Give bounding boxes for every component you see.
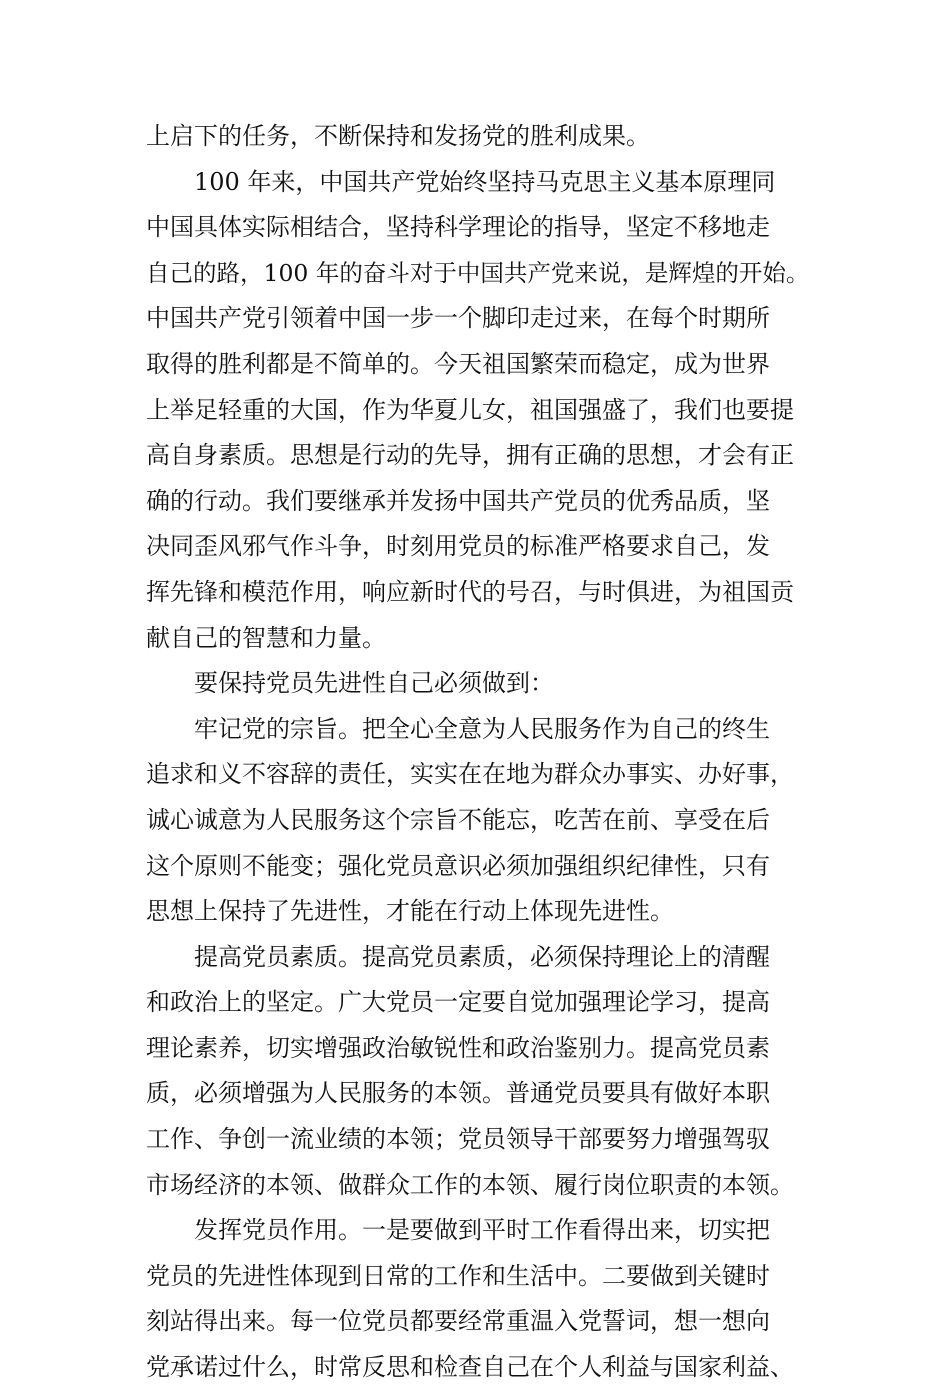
text-line: 刻站得出来。每一位党员都要经常重温入党誓词，想一想向 <box>146 1307 770 1336</box>
text-line: 挥先锋和模范作用，响应新时代的号召，与时俱进，为祖国贡 <box>146 577 794 606</box>
text-line: 质，必须增强为人民服务的本领。普通党员要具有做好本职 <box>146 1079 770 1108</box>
text-line: 诚心诚意为人民服务这个宗旨不能忘，吃苦在前、享受在后 <box>146 805 770 834</box>
text-line: 要保持党员先进性自己必须做到： <box>194 669 554 698</box>
text-line: 上举足轻重的大国，作为华夏儿女，祖国强盛了，我们也要提 <box>146 395 794 424</box>
text-line: 市场经济的本领、做群众工作的本领、履行岗位职责的本领。 <box>146 1170 794 1199</box>
text-line: 100 年来，中国共产党始终坚持马克思主义基本原理同 <box>194 167 776 196</box>
document-body <box>146 114 816 1391</box>
text-line: 追求和义不容辞的责任，实实在在地为群众办事实、办好事， <box>146 760 794 789</box>
text-line: 确的行动。我们要继承并发扬中国共产党员的优秀品质，坚 <box>146 486 770 515</box>
text-line: 中国具体实际相结合，坚持科学理论的指导，坚定不移地走 <box>146 213 770 242</box>
text-line: 理论素养，切实增强政治敏锐性和政治鉴别力。提高党员素 <box>146 1033 770 1062</box>
text-line: 决同歪风邪气作斗争，时刻用党员的标准严格要求自己，发 <box>146 532 770 561</box>
text-line: 献自己的智慧和力量。 <box>146 623 386 652</box>
text-line: 取得的胜利都是不简单的。今天祖国繁荣而稳定，成为世界 <box>146 349 770 378</box>
text-line: 发挥党员作用。一是要做到平时工作看得出来，切实把 <box>194 1216 770 1245</box>
text-line: 党员的先进性体现到日常的工作和生活中。二要做到关键时 <box>146 1261 770 1290</box>
text-line: 工作、争创一流业绩的本领；党员领导干部要努力增强驾驭 <box>146 1125 770 1154</box>
text-line: 高自身素质。思想是行动的先导，拥有正确的思想，才会有正 <box>146 441 794 470</box>
text-line: 上启下的任务，不断保持和发扬党的胜利成果。 <box>146 122 650 150</box>
text-line: 这个原则不能变；强化党员意识必须加强组织纪律性，只有 <box>146 851 770 880</box>
text-line: 中国共产党引领着中国一步一个脚印走过来，在每个时期所 <box>146 304 770 333</box>
text-line: 自己的路，100 年的奋斗对于中国共产党来说，是辉煌的开始。 <box>146 258 810 287</box>
text-line: 思想上保持了先进性，才能在行动上体现先进性。 <box>146 897 674 926</box>
text-line: 党承诺过什么，时常反思和检查自己在个人利益与国家利益、 <box>146 1353 794 1382</box>
text-line: 牢记党的宗旨。把全心全意为人民服务作为自己的终生 <box>194 714 770 743</box>
text-line: 和政治上的坚定。广大党员一定要自觉加强理论学习，提高 <box>146 988 770 1017</box>
text-line: 提高党员素质。提高党员素质，必须保持理论上的清醒 <box>194 942 770 971</box>
